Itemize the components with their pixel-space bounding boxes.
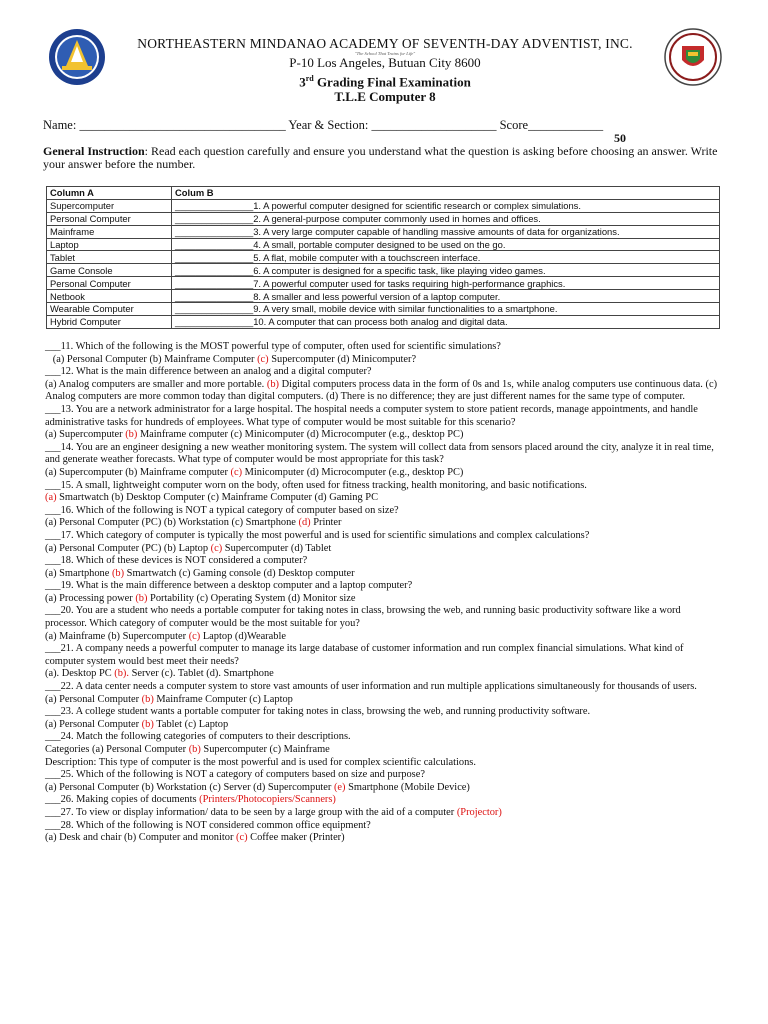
school-motto: "The School That Trains for Life" (354, 51, 416, 56)
question-24: ___24. Match the following categories of computers to their descriptions. (45, 731, 351, 743)
option-text: Minicomputer (d) Microcomputer (e.g., desktop PC) (242, 466, 464, 478)
question-24-description: Description: This type of computer is the most powerful and is used for complex scientific calculations. (45, 756, 476, 768)
question-11-options (45, 354, 725, 367)
option-text: Printer (310, 517, 342, 529)
question-25-options (45, 782, 725, 795)
marked-answer: (Projector) (456, 806, 502, 818)
question-12-options (45, 379, 725, 404)
school-name: NORTHEASTERN MINDANAO ACADEMY OF SEVENTH-DAY ADVENTIST, INC. (137, 36, 633, 51)
question-text: ___26. Making copies of documents (45, 794, 200, 806)
matching-header-row (47, 187, 720, 200)
question-21: ___21. A company needs a powerful computer to manage its large database of customer information and run complex financial simulations. What kind of computer system would best meet their needs? (45, 643, 684, 667)
marked-answer: (c) (230, 466, 243, 478)
option-text: Categories (a) Personal Computer (45, 744, 189, 755)
instruction-label: General Instruction (43, 144, 145, 158)
column-b-cell: _______________8. A smaller and less powerful version of a laptop computer. (172, 290, 720, 303)
option-text: Tablet (c) Laptop (153, 718, 229, 730)
column-a-cell: Laptop (47, 238, 172, 251)
question-text: ___27. To view or display information/ data to be seen by a large group with the aid of a computer (45, 806, 457, 818)
table-row (47, 238, 720, 251)
question-22-options (45, 694, 725, 707)
column-b-cell: _______________7. A powerful computer used for tasks requiring high-performance graphics. (172, 277, 720, 290)
option-text: (a) Personal Computer (PC) (b) Workstation (c) Smartphone (45, 517, 299, 529)
question-17: ___17. Which category of computer is typically the most powerful and is used for scientific simulations and complex calculations? (45, 529, 590, 541)
question-12: ___12. What is the main difference between an analog and a digital computer? (45, 366, 372, 378)
column-a-cell: Tablet (47, 251, 172, 264)
marked-answer: (b) (266, 378, 279, 390)
column-a-cell: Game Console (47, 264, 172, 277)
name-blank[interactable]: _________________________________ (79, 118, 286, 132)
question-14: ___14. You are an engineer designing a new weather monitoring system. The system will collect data from sensors placed around the city, analyze it in real time, and generate weather forecasts. What type of computer would be most appropriate for this task? (45, 441, 714, 466)
question-16-options (45, 517, 725, 530)
option-text: Digital computers process data in the form of 0s and 1s, while analog computers use continuous data. (c) Analog computers are more common today than digital computers. (d) There is no difference; they are just different names for the same type of computer. (45, 378, 718, 403)
exam-ordinal-suffix: rd (305, 74, 314, 83)
option-text: (a) Supercomputer (45, 429, 126, 441)
matching-table (46, 186, 720, 329)
column-b-cell: _______________9. A very small, mobile device with similar functionalities to a smartphone. (172, 303, 720, 316)
column-b-cell: _______________5. A flat, mobile computer with a touchscreen interface. (172, 251, 720, 264)
marked-answer: (e) (333, 781, 346, 793)
marked-answer: (d) (298, 517, 311, 529)
option-text: (a) Personal Computer (b) Workstation (c) Server (d) Supercomputer (45, 781, 334, 793)
question-25: ___25. Which of the following is NOT a category of computers based on size and purpose? (45, 769, 425, 781)
question-20: ___20. You are a student who needs a portable computer for taking notes in class, browsing the web, and running basic productivity software like a word processor. Which category of computer would be the most suitable for you? (45, 605, 681, 630)
marked-answer: (b). (114, 668, 129, 680)
option-text: (a) Supercomputer (b) Mainframe computer (45, 466, 231, 478)
option-text: Smartwatch (b) Desktop Computer (c) Mainframe Computer (d) Gaming PC (56, 492, 379, 504)
table-row (47, 290, 720, 303)
column-b-cell: _______________1. A powerful computer designed for scientific research or complex simulations. (172, 199, 720, 212)
marked-answer: (Printers/Photocopiers/Scanners) (199, 794, 336, 806)
option-text: (a) Desk and chair (b) Computer and monitor (45, 832, 237, 844)
option-text: Smartphone (Mobile Device) (345, 781, 470, 793)
column-a-cell: Personal Computer (47, 277, 172, 290)
option-text: Mainframe Computer (c) Laptop (153, 693, 293, 705)
option-text: (a). Desktop PC (45, 668, 115, 680)
school-seal-right-icon (664, 28, 722, 86)
marked-answer: (b) (111, 567, 125, 579)
table-row (47, 251, 720, 264)
question-28-options (45, 832, 725, 845)
option-text: (a) Personal Computer (PC) (b) Laptop (45, 542, 211, 554)
score-label: Score (496, 118, 529, 132)
question-13: ___13. You are a network administrator for a large hospital. The hospital needs a computer system to store patient records, manage appointments, and handle administrative tasks for hundreds of employees. What type of computer would be most suitable for this scenario? (45, 403, 698, 428)
question-20-options (45, 631, 725, 644)
question-21-options (45, 668, 725, 681)
question-14-options (45, 467, 725, 480)
marked-answer: (b) (135, 592, 148, 604)
instruction-text: : Read each question carefully and ensure you understand what the question is asking before choosing an answer. Write your answer before the number. (43, 144, 718, 171)
option-text: Server (c). Tablet (d). Smartphone (128, 668, 274, 680)
marked-answer: (a) (45, 492, 57, 504)
school-address: P-10 Los Angeles, Butuan City 8600 (289, 55, 481, 70)
column-a-cell: Wearable Computer (47, 303, 172, 316)
student-info-line (43, 118, 603, 133)
table-row (47, 225, 720, 238)
marked-answer: (c) (188, 630, 201, 642)
column-a-cell: Personal Computer (47, 212, 172, 225)
option-text: Mainframe computer (c) Minicomputer (d) Microcomputer (e.g., desktop PC) (137, 429, 464, 441)
option-text: (a) Personal Computer (b) Mainframe Computer (52, 353, 258, 365)
column-b-cell: _______________6. A computer is designed for a specific task, like playing video games. (172, 264, 720, 277)
table-row (47, 199, 720, 212)
question-24-options (45, 744, 725, 757)
option-text: (a) Smartphone (45, 567, 112, 579)
exam-subject: T.L.E Computer 8 (334, 89, 436, 104)
marked-answer: (b) (141, 693, 154, 705)
table-row (47, 277, 720, 290)
exam-title-rest: Grading Final Examination (313, 74, 471, 90)
option-text: Supercomputer (d) Minicomputer? (268, 353, 417, 365)
question-28: ___28. Which of the following is NOT considered common office equipment? (45, 819, 371, 831)
column-a-header: Column A (47, 187, 172, 200)
question-23: ___23. A college student wants a portable computer for taking notes in class, browsing the web, and running productivity software. (45, 706, 591, 718)
option-text: Laptop (d)Wearable (200, 630, 286, 642)
column-b-cell: _______________3. A very large computer capable of handling massive amounts of data for organizations. (172, 225, 720, 238)
option-text: Supercomputer (d) Tablet (222, 542, 332, 554)
question-16: ___16. Which of the following is NOT a typical category of computer based on size? (45, 504, 399, 516)
option-text: (a) Processing power (45, 592, 136, 604)
question-18: ___18. Which of these devices is NOT considered a computer? (45, 555, 308, 567)
option-text: (a) Personal Computer (45, 693, 142, 705)
option-text: (a) Mainframe (b) Supercomputer (45, 630, 189, 642)
section-label: Year & Section: (285, 118, 372, 132)
section-blank[interactable]: ____________________ (371, 118, 497, 132)
table-row (47, 212, 720, 225)
column-b-header: Colum B (172, 187, 720, 200)
marked-answer: (c) (210, 542, 223, 554)
question-22: ___22. A data center needs a computer system to store vast amounts of user information and run multiple applications simultaneously for thousands of users. (45, 681, 697, 693)
marked-answer: (b) (188, 744, 201, 755)
column-b-cell: _______________10. A computer that can process both analog and digital data. (172, 315, 720, 328)
marked-answer: (b) (141, 718, 154, 730)
column-a-cell: Netbook (47, 290, 172, 303)
question-13-options (45, 429, 725, 442)
score-blank[interactable]: ____________ (528, 118, 604, 132)
marked-answer: (c) (257, 353, 269, 365)
option-text: Smartwatch (c) Gaming console (d) Desktop computer (124, 567, 355, 579)
question-15: ___15. A small, lightweight computer worn on the body, often used for fitness tracking, health monitoring, and basic notifications. (45, 479, 587, 491)
marked-answer: (c) (236, 832, 248, 844)
option-text: Coffee maker (Printer) (247, 832, 345, 844)
general-instruction (43, 145, 733, 171)
question-26 (45, 794, 725, 807)
score-total: 50 (614, 131, 626, 145)
column-a-cell: Hybrid Computer (47, 315, 172, 328)
column-a-cell: Supercomputer (47, 199, 172, 212)
question-23-options (45, 719, 725, 732)
table-row (47, 303, 720, 316)
marked-answer: (b) (125, 429, 138, 441)
column-b-cell: _______________4. A small, portable computer designed to be used on the go. (172, 238, 720, 251)
column-b-cell: _______________2. A general-purpose computer commonly used in homes and offices. (172, 212, 720, 225)
question-27 (45, 807, 725, 820)
option-text: (a) Analog computers are smaller and more portable. (45, 378, 267, 390)
question-17-options (45, 543, 725, 556)
question-18-options (45, 568, 725, 581)
question-15-options (45, 492, 725, 505)
question-19-options (45, 593, 725, 606)
table-row (47, 264, 720, 277)
exam-ordinal: 3 (299, 74, 306, 90)
name-label: Name: (43, 118, 80, 132)
school-seal-left-icon (48, 28, 106, 86)
exam-title (110, 74, 660, 90)
column-a-cell: Mainframe (47, 225, 172, 238)
option-text: (a) Personal Computer (45, 718, 142, 730)
table-row (47, 315, 720, 328)
option-text: Supercomputer (c) Mainframe (200, 744, 330, 755)
question-11: ___11. Which of the following is the MOST powerful type of computer, often used for scientific simulations? (45, 341, 501, 352)
option-text: Portability (c) Operating System (d) Monitor size (147, 592, 356, 604)
question-list (45, 341, 725, 845)
question-19: ___19. What is the main difference between a desktop computer and a laptop computer? (45, 580, 413, 592)
